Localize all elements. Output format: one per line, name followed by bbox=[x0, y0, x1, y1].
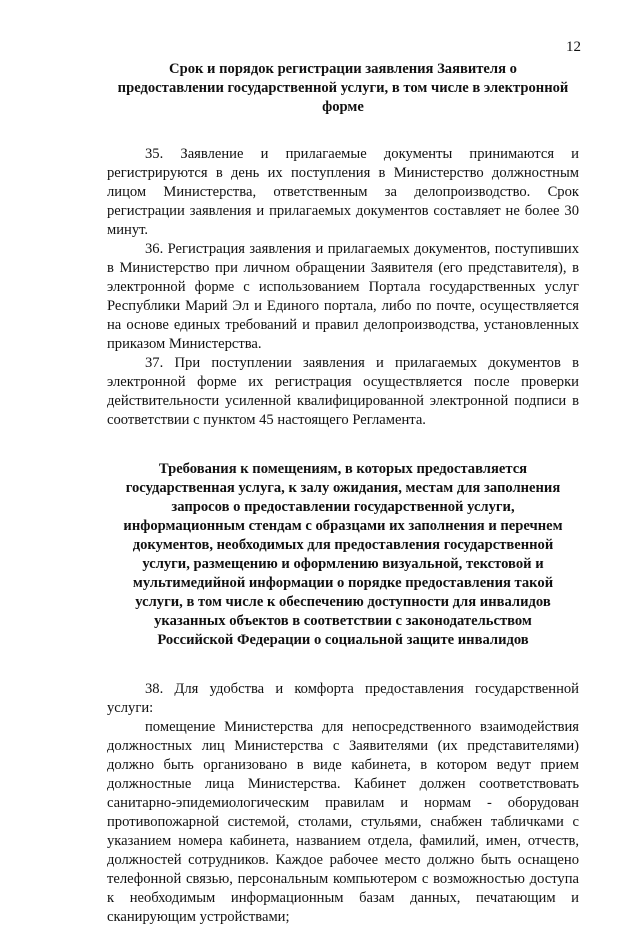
paragraph-35: 35. Заявление и прилагаемые документы принимаются и регистрируются в день их поступления в Министерство должностным лицом Министерства, ответственным за делопроизводство. Срок регистрации заявления и прилагаемых документов составляет не более 30 минут. bbox=[107, 146, 579, 238]
document-body bbox=[107, 60, 579, 927]
paragraph-37: 37. При поступлении заявления и прилагаемых документов в электронной форме их регистрация осуществляется после проверки действительности усиленной квалифицированной электронной подписи в соответствии с пунктом 45 настоящего Регламента. bbox=[107, 355, 579, 428]
paragraph-38: 38. Для удобства и комфорта предоставления государственной услуги: bbox=[107, 681, 579, 716]
section-heading-premises: Требования к помещениям, в которых предоставляется государственная услуга, к залу ожидания, местам для заполнения запросов о предоставлении государственной услуги, информационным стендам с образцами их заполнения и перечнем документов, необходимых для предоставления государственной услуги, размещению и оформлению визуальной, текстовой и мультимедийной информации о порядке предоставления такой услуги, в том числе к обеспечению доступности для инвалидов указанных объектов в соответствии с законодательством Российской Федерации о социальной защите инвалидов bbox=[123, 461, 563, 648]
paragraph-36: 36. Регистрация заявления и прилагаемых документов, поступивших в Министерство при личном обращении Заявителя (его представителя), в электронной форме с использованием Портала государственных услуг Республики Марий Эл и Единого портала, либо по почте, осуществляется на основе единых требований и правил делопроизводства, установленных приказом Министерства. bbox=[107, 241, 579, 352]
page-number: 12 bbox=[566, 39, 581, 55]
section-heading-registration: Срок и порядок регистрации заявления Заявителя о предоставлении государственной услуги, в том числе в электронной форме bbox=[117, 61, 569, 115]
paragraph-38-premises: помещение Министерства для непосредственного взаимодействия должностных лиц Министерства с Заявителями (их представителями) должно быть организовано в виде кабинета, в котором ведут прием должностные лица Министерства. Кабинет должен соответствовать санитарно-эпидемиологическим правилам и нормам - оборудован противопожарной системой, столами, стульями, снабжен табличками с указанием номера кабинета, названием отдела, фамилий, имен, отчеств, должностей сотрудников. Каждое рабочее место должно быть оснащено телефонной связью, персональным компьютером с возможностью доступа к необходимым информационным базам данных, печатающим и сканирующим устройствами; bbox=[107, 719, 579, 925]
